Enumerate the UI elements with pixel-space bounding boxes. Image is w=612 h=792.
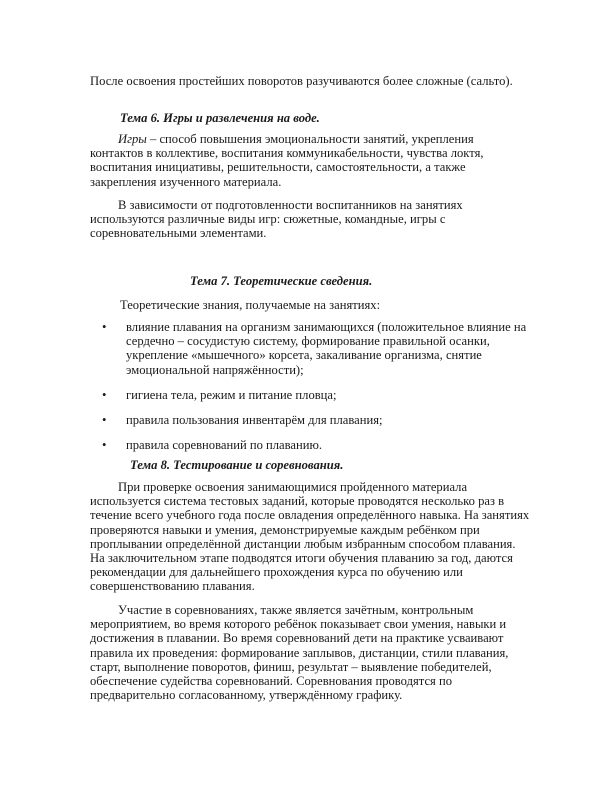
bullet-icon: • bbox=[102, 413, 107, 428]
theory-bullet-list bbox=[90, 320, 530, 463]
list-item-text: гигиена тела, режим и питание пловца; bbox=[126, 387, 337, 402]
bullet-icon: • bbox=[102, 320, 107, 334]
list-item bbox=[90, 438, 530, 452]
list-item bbox=[90, 413, 530, 427]
games-definition: – способ повышения эмоциональности занятий, укрепления контактов в коллективе, воспитания коммуникабельности, чувства локтя, воспитания инициативы, решительности, самостоятельности, а также закрепления изученного материала. bbox=[90, 132, 484, 189]
bullet-icon: • bbox=[102, 438, 107, 453]
list-item-text: влияние плавания на организм занимающихся (положительное влияние на сердечно – сосудистую систему, формирование правильной осанки, укрепление «мышечного» корсета, закаливание организма, снятие эмоциональной напряжённости); bbox=[126, 320, 527, 377]
games-term: Игры bbox=[118, 132, 147, 146]
heading-topic-8: Тема 8. Тестирование и соревнования. bbox=[130, 458, 344, 472]
list-item-text: правила пользования инвентарём для плавания; bbox=[126, 413, 383, 428]
heading-topic-7: Тема 7. Теоретические сведения. bbox=[190, 274, 373, 288]
paragraph-competitions: Участие в соревнованиях, также является зачётным, контрольным мероприятием, во время которого ребёнок показывает свои умения, навыки и достижения в плавании. Во время соревнований дети на практике усваивают правила их проведения: формирование заплывов, дистанции, стили плавания, старт, выполнение поворотов, финиш, результат – выявление победителей, обеспечение судейства соревнований. Соревнования проводятся по предварительно согласованному, утверждённому графику. bbox=[90, 603, 509, 703]
list-item-text: правила соревнований по плаванию. bbox=[126, 438, 323, 453]
paragraph-game-types: В зависимости от подготовленности воспитанников на занятиях используются различные виды игр: сюжетные, командные, игры с соревновательными элементами. bbox=[90, 198, 463, 241]
list-item bbox=[90, 388, 530, 402]
paragraph-games bbox=[90, 132, 530, 189]
bullet-icon: • bbox=[102, 387, 107, 402]
paragraph-testing: При проверке освоения занимающимися пройденного материала используется система тестовых заданий, которые проводятся несколько раз в течение всего учебного года после овладения определённого навыка. На занятиях проверяются навыки и умения, демонстрируемые каждым ребёнком при проплывании определённой дистанции любым избранным способом плавания. На заключительном этапе подводятся итоги обучения плаванию за год, даются рекомендации для дальнейшего прохождения курса по обучению или совершенствованию плавания. bbox=[90, 480, 530, 594]
heading-topic-6: Тема 6. Игры и развлечения на воде. bbox=[120, 111, 320, 125]
paragraph-intro: После освоения простейших поворотов разучиваются более сложные (сальто). bbox=[90, 74, 513, 88]
list-item bbox=[90, 320, 530, 377]
paragraph-theory-intro: Теоретические знания, получаемые на занятиях: bbox=[120, 298, 381, 312]
